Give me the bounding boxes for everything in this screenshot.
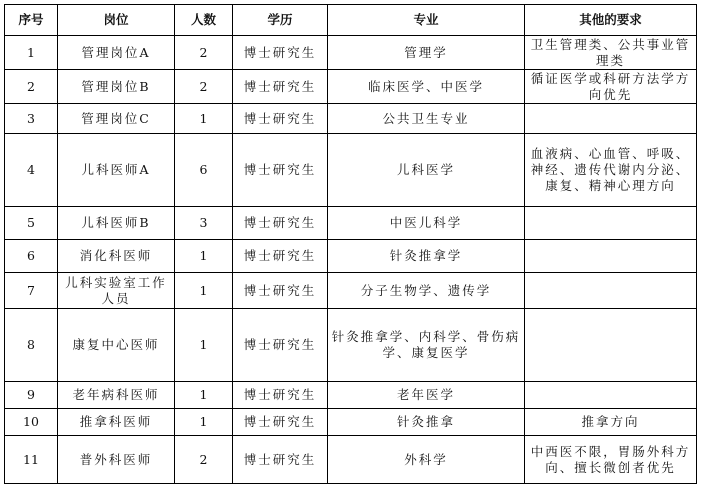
cell-major: 针灸推拿学、内科学、骨伤病学、康复医学: [328, 309, 525, 382]
cell-major: 儿科医学: [328, 134, 525, 207]
cell-post: 管理岗位A: [58, 36, 175, 70]
cell-education: 博士研究生: [233, 382, 328, 409]
cell-seq: 7: [5, 273, 58, 309]
cell-other: [525, 104, 697, 134]
cell-seq: 6: [5, 240, 58, 273]
cell-seq: 2: [5, 70, 58, 104]
table-row: [5, 409, 697, 436]
cell-post: 儿科医师A: [58, 134, 175, 207]
cell-post: 儿科实验室工作人员: [58, 273, 175, 309]
cell-seq: 11: [5, 436, 58, 484]
table-row: [5, 436, 697, 484]
table-row: [5, 240, 697, 273]
cell-major: 老年医学: [328, 382, 525, 409]
table-row: [5, 70, 697, 104]
cell-education: 博士研究生: [233, 240, 328, 273]
cell-count: 6: [175, 134, 233, 207]
header-major: 专业: [328, 5, 525, 36]
cell-education: 博士研究生: [233, 70, 328, 104]
cell-seq: 1: [5, 36, 58, 70]
cell-other: [525, 240, 697, 273]
cell-post: 儿科医师B: [58, 207, 175, 240]
cell-other: [525, 207, 697, 240]
cell-major: 中医儿科学: [328, 207, 525, 240]
table-row: [5, 104, 697, 134]
cell-other: 卫生管理类、公共事业管理类: [525, 36, 697, 70]
table-row: [5, 134, 697, 207]
cell-education: 博士研究生: [233, 134, 328, 207]
cell-major: 管理学: [328, 36, 525, 70]
cell-education: 博士研究生: [233, 104, 328, 134]
cell-count: 1: [175, 409, 233, 436]
cell-post: 推拿科医师: [58, 409, 175, 436]
cell-major: 公共卫生专业: [328, 104, 525, 134]
cell-count: 3: [175, 207, 233, 240]
cell-post: 康复中心医师: [58, 309, 175, 382]
cell-count: 1: [175, 273, 233, 309]
cell-other: [525, 382, 697, 409]
cell-education: 博士研究生: [233, 409, 328, 436]
cell-major: 针灸推拿学: [328, 240, 525, 273]
cell-count: 2: [175, 70, 233, 104]
cell-education: 博士研究生: [233, 207, 328, 240]
cell-count: 2: [175, 36, 233, 70]
cell-major: 分子生物学、遗传学: [328, 273, 525, 309]
table-header-row: [5, 5, 697, 36]
cell-education: 博士研究生: [233, 436, 328, 484]
header-post: 岗位: [58, 5, 175, 36]
table-row: [5, 309, 697, 382]
cell-seq: 8: [5, 309, 58, 382]
cell-education: 博士研究生: [233, 273, 328, 309]
cell-major: 外科学: [328, 436, 525, 484]
cell-other: 循证医学或科研方法学方向优先: [525, 70, 697, 104]
cell-other: [525, 309, 697, 382]
cell-post: 普外科医师: [58, 436, 175, 484]
table-row: [5, 382, 697, 409]
cell-post: 老年病科医师: [58, 382, 175, 409]
cell-major: 临床医学、中医学: [328, 70, 525, 104]
cell-other: 推拿方向: [525, 409, 697, 436]
cell-post: 消化科医师: [58, 240, 175, 273]
cell-seq: 3: [5, 104, 58, 134]
cell-post: 管理岗位B: [58, 70, 175, 104]
cell-other: 血液病、心血管、呼吸、神经、遗传代谢内分泌、康复、精神心理方向: [525, 134, 697, 207]
cell-count: 2: [175, 436, 233, 484]
cell-seq: 9: [5, 382, 58, 409]
header-count: 人数: [175, 5, 233, 36]
cell-education: 博士研究生: [233, 309, 328, 382]
recruitment-table: [4, 4, 697, 484]
header-seq: 序号: [5, 5, 58, 36]
cell-count: 1: [175, 240, 233, 273]
cell-post: 管理岗位C: [58, 104, 175, 134]
cell-count: 1: [175, 309, 233, 382]
table-row: [5, 36, 697, 70]
header-other-requirements: 其他的要求: [525, 5, 697, 36]
cell-count: 1: [175, 382, 233, 409]
cell-seq: 10: [5, 409, 58, 436]
cell-other: [525, 273, 697, 309]
table-row: [5, 273, 697, 309]
cell-seq: 4: [5, 134, 58, 207]
cell-major: 针灸推拿: [328, 409, 525, 436]
cell-other: 中西医不限，胃肠外科方向、擅长微创者优先: [525, 436, 697, 484]
cell-seq: 5: [5, 207, 58, 240]
table-row: [5, 207, 697, 240]
cell-education: 博士研究生: [233, 36, 328, 70]
header-education: 学历: [233, 5, 328, 36]
cell-count: 1: [175, 104, 233, 134]
